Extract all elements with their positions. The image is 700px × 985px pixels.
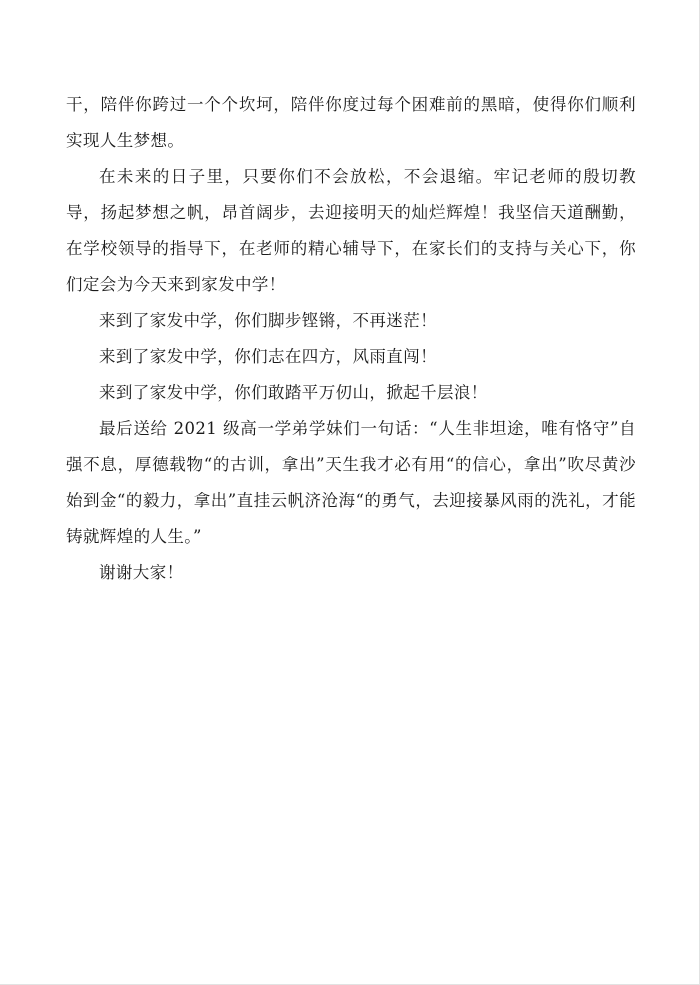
paragraph-ambition: 来到了家发中学，你们志在四方，风雨直闯！ — [99, 347, 437, 366]
document-body — [66, 87, 636, 591]
paragraph-future: 在未来的日子里，只要你们不会放松，不会退缩。牢记老师的殷切教导，扬起梦想之帆，昂首阔步，去迎接明天的灿烂辉煌！我坚信天道酬勤，在学校领导的指导下，在老师的精心辅导下，在家长们的支持与关心下，你们定会为今天来到家发中学！ — [66, 167, 636, 294]
paragraph-thanks: 谢谢大家！ — [99, 563, 184, 582]
paragraph-continued: 干，陪伴你跨过一个个坎坷，陪伴你度过每个困难前的黑暗，使得你们顺利实现人生梦想。 — [66, 95, 636, 150]
paragraph-mountains: 来到了家发中学，你们敢踏平万仞山，掀起千层浪！ — [99, 383, 488, 402]
paragraph-final-words: 最后送给 2021 级高一学弟学妹们一句话：“人生非坦途，唯有恪守”自强不息，厚德载物“的古训，拿出”天生我才必有用“的信心，拿出”吹尽黄沙始到金“的毅力，拿出”直挂云帆济沧海“的勇气，去迎接暴风雨的洗礼，才能铸就辉煌的人生。” — [66, 419, 636, 546]
paragraph-steps: 来到了家发中学，你们脚步铿锵，不再迷茫！ — [99, 311, 437, 330]
